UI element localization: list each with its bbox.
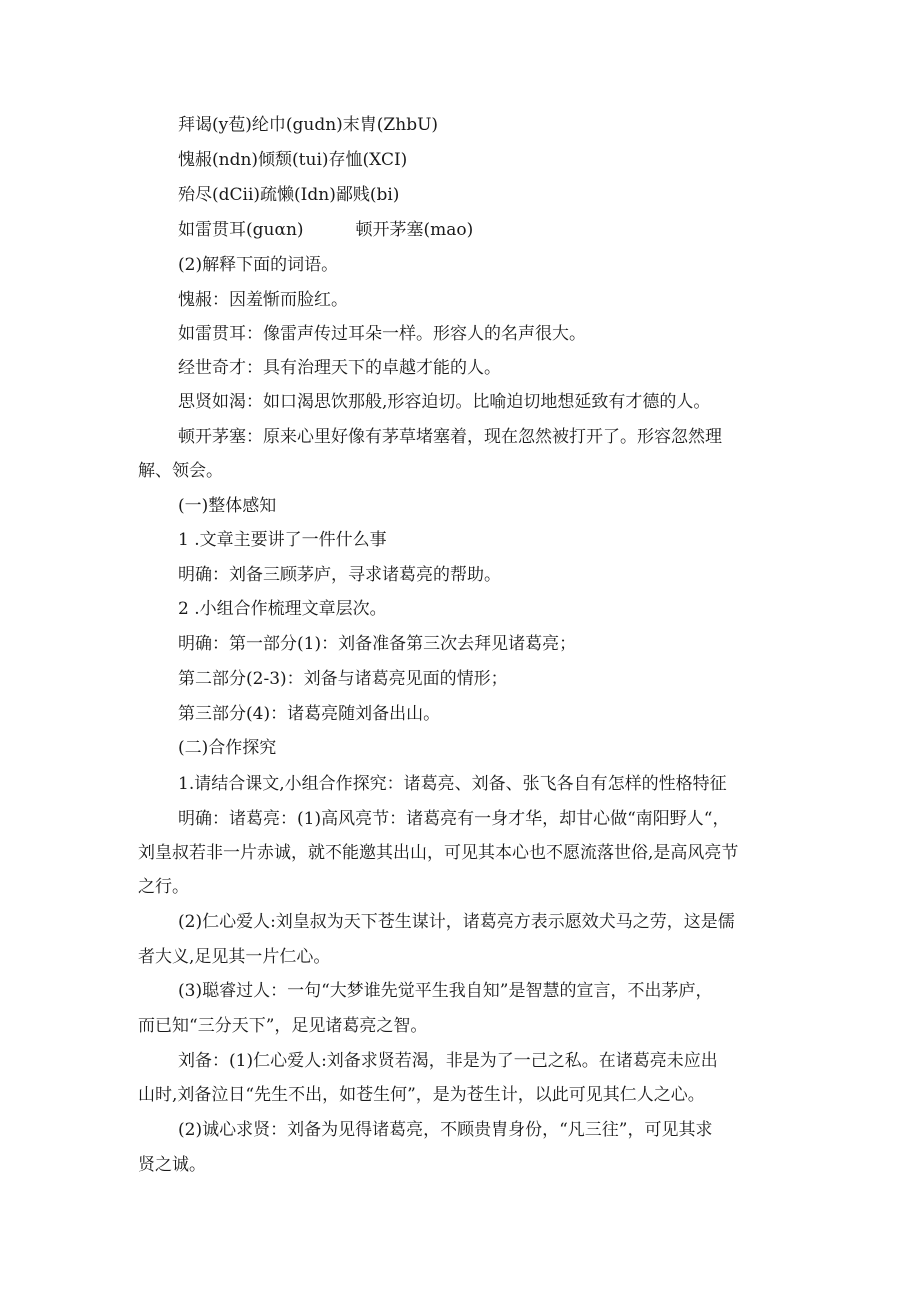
pinyin-line-4 [178, 219, 473, 241]
paragraph-line: 明确：诸葛亮：(1)高风亮节：诸葛亮有一身才华，却甘心做“南阳野人“， [178, 809, 730, 829]
paragraph-line: 贤之诚。 [138, 1155, 206, 1175]
explore-question-1: 1.请结合课文,小组合作探究：诸葛亮、刘备、张飞各自有怎样的性格特征 [178, 774, 727, 794]
pinyin-line-1: 拜谒(y苞)纶巾(gudn)末胄(ZhbU) [178, 115, 439, 135]
paragraph-line: 之行。 [138, 877, 189, 897]
answer-2-part-1: 明确：第一部分(1)：刘备准备第三次去拜见诸葛亮； [178, 634, 577, 654]
paragraph-line: 刘皇叔若非一片赤诚，就不能邀其出山，可见其本心也不愿流落世俗,是高风亮节 [138, 843, 739, 863]
vocab-item: 思贤如渴：如口渴思饮那般,形容迫切。比喻迫切地想延致有才德的人。 [178, 392, 711, 412]
section-heading-explore: (二)合作探究 [178, 738, 277, 758]
paragraph-line: 者大义,足见其一片仁心。 [138, 947, 331, 967]
paragraph-line: 山时,刘备泣日“先生不出，如苍生何”，是为苍生计，以此可见其仁人之心。 [138, 1085, 705, 1105]
pinyin-item-dunkaimaose: 顿开茅塞(mao) [355, 220, 474, 240]
question-1: 1 .文章主要讲了一件什么事 [178, 530, 387, 550]
question-2: 2 .小组合作梳理文章层次。 [178, 599, 387, 619]
vocab-item: 愧赧：因羞惭而脸红。 [178, 290, 348, 310]
pinyin-line-2: 愧赧(ndn)倾颓(tui)存恤(XCI) [178, 150, 408, 170]
paragraph-line: (2)诚心求贤：刘备为见得诸葛亮，不顾贵胄身份，“凡三往”，可见其求 [178, 1120, 713, 1140]
paragraph-line: 刘备：(1)仁心爱人:刘备求贤若渴，非是为了一己之私。在诸葛亮未应出 [178, 1051, 718, 1071]
answer-1: 明确：刘备三顾茅庐，寻求诸葛亮的帮助。 [178, 565, 501, 585]
vocab-heading: (2)解释下面的词语。 [178, 255, 339, 275]
answer-2-part-3: 第三部分(4)：诸葛亮随刘备出山。 [178, 704, 441, 724]
paragraph-line: 而已知“三分天下”，足见诸葛亮之智。 [138, 1016, 428, 1036]
paragraph-line: (3)聪睿过人：一句“大梦谁先觉平生我自知”是智慧的宣言，不出茅庐， [178, 981, 713, 1001]
pinyin-item-ruleiguaner: 如雷贯耳(guαn) [178, 220, 304, 240]
vocab-item-continued: 解、领会。 [138, 461, 223, 481]
answer-2-part-2: 第二部分(2-3)：刘备与诸葛亮见面的情形； [178, 669, 508, 689]
section-heading-overall: (一)整体感知 [178, 496, 277, 516]
vocab-item: 经世奇才：具有治理天下的卓越才能的人。 [178, 358, 501, 378]
pinyin-line-3: 殆尽(dCii)疏懒(Idn)鄙贱(bi) [178, 185, 400, 205]
paragraph-line: (2)仁心爱人:刘皇叔为天下苍生谋计，诸葛亮方表示愿效犬马之劳，这是儒 [178, 912, 735, 932]
vocab-item: 如雷贯耳：像雷声传过耳朵一样。形容人的名声很大。 [178, 324, 586, 344]
vocab-item: 顿开茅塞：原来心里好像有茅草堵塞着，现在忽然被打开了。形容忽然理 [178, 427, 722, 447]
